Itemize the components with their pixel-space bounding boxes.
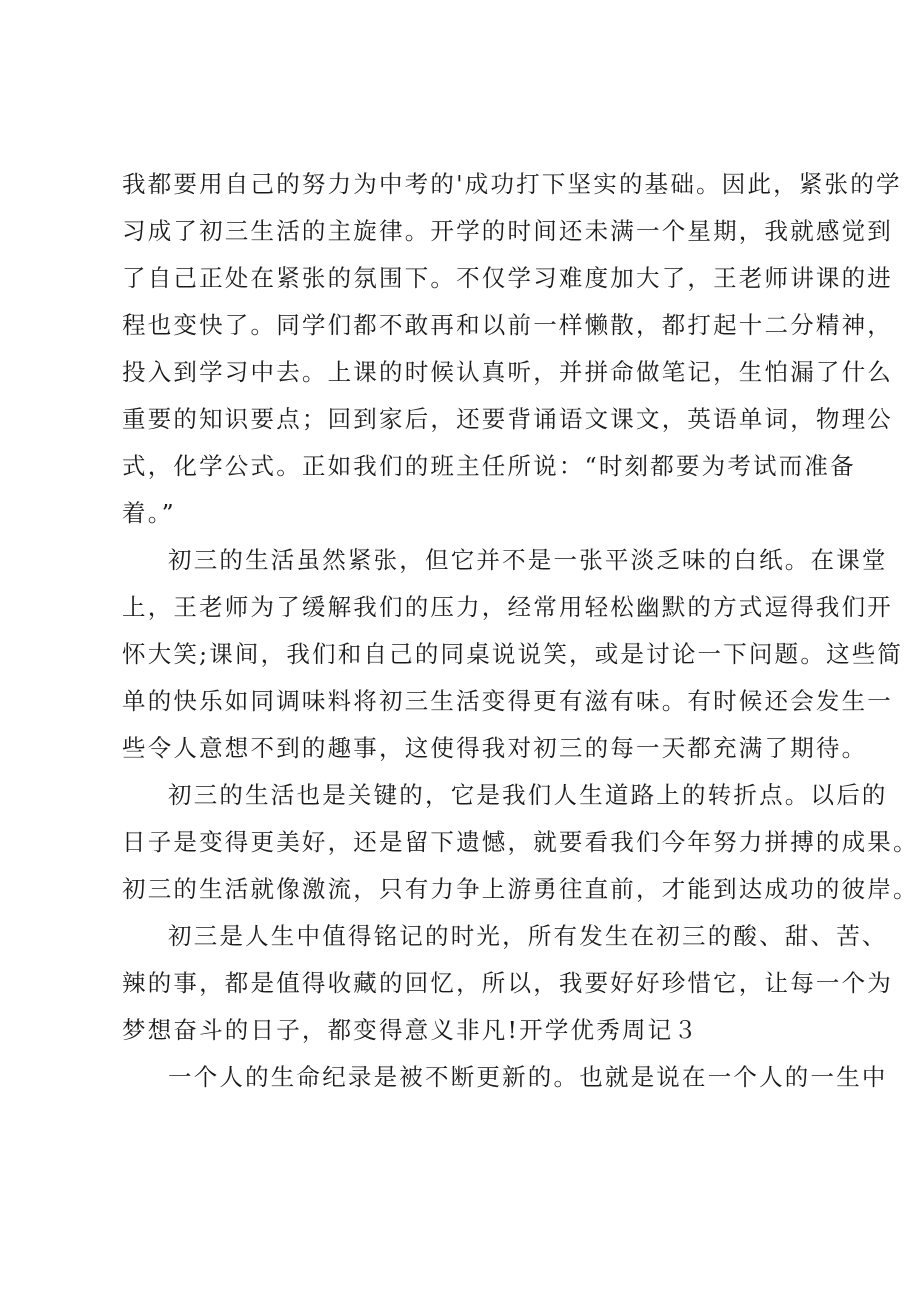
text-line: 我都要用自己的努力为中考的'成功打下坚实的基础。因此，紧张的学: [122, 170, 902, 198]
text-line: 投入到学习中去。上课的时候认真听，并拼命做笔记，生怕漏了什么: [122, 358, 893, 386]
text-line: 些令人意想不到的趣事，这使得我对初三的每一天都充满了期待。: [122, 734, 868, 762]
paragraph-start-line: 初三的生活也是关键的，它是我们人生道路上的转折点。以后的: [168, 781, 888, 809]
text-line: 式，化学公式。正如我们的班主任所说：“时刻都要为考试而准备: [122, 452, 856, 480]
text-line: 辣的事，都是值得收藏的回忆，所以，我要好好珍惜它，让每一个为: [122, 969, 893, 997]
text-line: 习成了初三生活的主旋律。开学的时间还未满一个星期，我就感觉到: [122, 217, 893, 245]
text-line: 日子是变得更美好，还是留下遗憾，就要看我们今年努力拼搏的成果。: [122, 828, 919, 856]
text-line: 程也变快了。同学们都不敢再和以前一样懒散，都打起十二分精神，: [122, 311, 893, 339]
text-line: 上，王老师为了缓解我们的压力，经常用轻松幽默的方式逗得我们开: [122, 593, 893, 621]
text-line: 了自己正处在紧张的氛围下。不仅学习难度加大了，王老师讲课的进: [122, 264, 893, 292]
paragraph-start-line: 一个人的生命纪录是被不断更新的。也就是说在一个人的一生中: [168, 1063, 888, 1091]
text-line: 梦想奋斗的日子，都变得意义非凡!开学优秀周记３: [122, 1016, 700, 1044]
text-line: 重要的知识要点；回到家后，还要背诵语文课文，英语单词，物理公: [122, 405, 893, 433]
text-line: 单的快乐如同调味料将初三生活变得更有滋有味。有时候还会发生一: [122, 687, 893, 715]
text-line: 怀大笑;课间，我们和自己的同桌说说笑，或是讨论一下问题。这些简: [122, 640, 904, 668]
paragraph-start-line: 初三的生活虽然紧张，但它并不是一张平淡乏味的白纸。在课堂: [168, 546, 888, 574]
document-body: [122, 165, 919, 1097]
text-line: 初三的生活就像激流，只有力争上游勇往直前，才能到达成功的彼岸。: [122, 875, 919, 903]
text-line: 着。”: [122, 499, 176, 527]
paragraph-start-line: 初三是人生中值得铭记的时光，所有发生在初三的酸、甜、苦、: [168, 922, 888, 950]
